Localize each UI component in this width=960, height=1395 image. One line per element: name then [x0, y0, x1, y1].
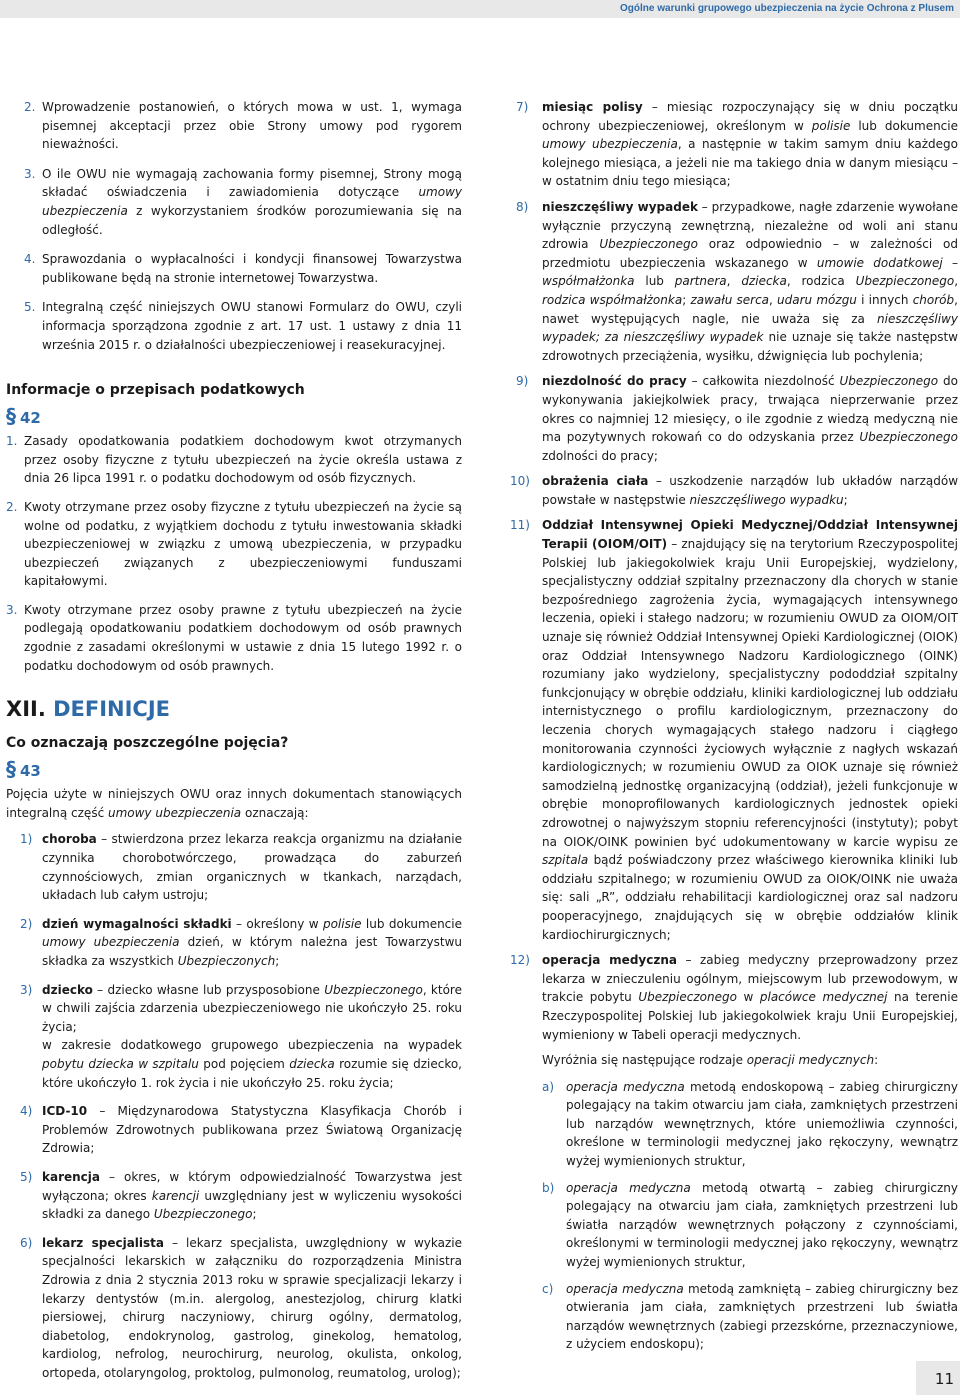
definitions-intro: Pojęcia użyte w niniejszych OWU oraz innych dokumentach stanowiących integralną część umowy ubezpieczenia oznaczają:: [6, 787, 462, 820]
header-title: Ogólne warunki grupowego ubezpieczenia na życie Ochrona z Plusem: [620, 3, 954, 14]
tax-heading: Informacje o przepisach podatkowych: [6, 382, 305, 399]
list-item: 3. Kwoty otrzymane przez osoby prawne z tytułu ubezpieczeń na życie podlegają opodatkowaniu podatkiem dochodowym od osób prawnych zgodnie z zasadami określonymi w ustawie z dnia 15 lutego 1992 r. o podatku dochodowym od osób prawnych.: [6, 602, 462, 673]
page-number: 11: [916, 1361, 960, 1395]
list-item: b) operacja medyczna metodą otwartą – zabieg chirurgiczny polegający na otwarciu jam ciała, zamkniętych przestrzeni lub światła narządów wewnętrznych połączony z czynnościami, określonymi w terminologii medycznej jako rękoczyny, wewnątrz wyżej wymienionych struktur,: [542, 1180, 959, 1270]
right-column: [506, 98, 958, 1362]
definition-item: 4) ICD-10 – Międzynarodowa Statystyczna Klasyfikacja Chorób i Problemów Zdrowotnych publikowana przez Światową Organizację Zdrowia;: [20, 1104, 462, 1156]
list-item: 2. Wprowadzenie postanowień, o których mowa w ust. 1, wymaga pisemnej akceptacji przez obie Strony umowy pod rygorem nieważności.: [24, 100, 462, 152]
chapter-title: XII. DEFINICJE: [6, 697, 171, 722]
section-43: § 43: [6, 757, 41, 782]
surgery-types-intro: Wyróżnia się następujące rodzaje operacji medycznych:: [542, 1053, 879, 1068]
list-item: 3. O ile OWU nie wymagają zachowania formy pisemnej, Strony mogą składać oświadczenia i zawiadomienia dotyczące umowy ubezpieczenia z wykorzystaniem środków porozumiewania się na odległość.: [24, 166, 462, 237]
definition-item: 11) Oddział Intensywnej Opieki Medycznej/Oddział Intensywnej Terapii (OIOM/OIT) – znajdujący się na terytorium Rzeczypospolitej Polskiej lub jakiegokolwiek kraju Unii Europejskiej, wydzielony, specjalistyczny oddział szpitalny przeznaczony dla chorych w stanie bezpośredniego zagrożenia życia, wymagających intensywnego leczenia, opieki i stałego nadzoru; w rozumieniu OWUD za OIOM/OIT uznaje się również Oddział Intensywnej Opieki Kardiologicznej (OIOK) oraz Oddział Intensywnego Nadzoru Kardiologicznego (OINK) rozumiany jako wydzielony, specjalistyczny pododdział szpitalny funkcjonujący w obrębie oddziału, kliniki kardiologicznej lub oddziału internistycznego o profilu kardiologicznym, przeznaczony do leczenia chorych wymagających stałego nadzoru i ciągłego monitorowania czynności życiowych wyłącznie z nagłych wskazań kardiologicznych; w rozumieniu OWUD za OIOK uznaje się również samodzielną jednostkę organizacyjną (oddział), jeżeli funkcjonuje w obrębie monoprofilowanych kardiologicznych jednostek opieki zdrowotnej o najwyższym stopniu referencyjności (instytuty); pobyt na OIOK/OINK powinien być udokumentowany w karcie wypisu ze szpitala bądź poświadczony przez właściwego kierownika kliniki lub oddziału szpitalnego; w rozumieniu OWUD za OIOK/OINK nie uważa się: sali „R”, oddziału rehabilitacji kardiologicznej oraz sal nadzoru pooperacyjnego, znajdujących się w obrębie oddziałów klinik kardiochirurgicznych;: [510, 518, 958, 942]
definition-item: 12) operacja medyczna – zabieg medyczny przeprowadzony przez lekarza w znieczuleniu ogólnym, miejscowym lub przewodowym, w trakcie pobytu Ubezpieczonego w placówce medycznej na terenie Rzeczypospolitej Polskiej lub jakiegokolwiek kraju Unii Europejskiej, wymieniony w Tabeli operacji medycznych.: [510, 953, 958, 1042]
list-item: 2. Kwoty otrzymane przez osoby fizyczne z tytułu ubezpieczeń na życie są wolne od podatku, z wyjątkiem dochodu z tytułu inwestowania składki ubezpieczeniowej w związku z umową ubezpieczenia, w przypadku ubezpieczeń związanych z ubezpieczeniowymi funduszami kapitałowymi.: [6, 499, 462, 589]
list-item: a) operacja medyczna metodą endoskopową – zabieg chirurgiczny polegający na takim otwarciu jam ciała, zamkniętych przestrzeni lub narządów wewnętrznych, które uniemożliwia czynności, określone w terminologii medycznej jako rękoczyny, wewnątrz wyżej wymienionych struktur,: [542, 1079, 959, 1169]
definition-item: 10) obrażenia ciała – uszkodzenie narządów lub układów narządów powstałe w następstwie nieszczęśliwego wypadku;: [510, 474, 959, 507]
definition-item: 8) nieszczęśliwy wypadek – przypadkowe, nagłe zdarzenie wywołane wyłącznie przyczyną zewnętrzną, niezależne od woli ani stanu zdrowia Ubezpieczonego oraz odpowiednio – w zależności od przedmiotu ubezpieczenia wskazanego w umowie dodatkowej – współmałżonka lub partnera, dziecka, rodzica Ubezpieczonego, rodzica współmałżonka; zawału serca, udaru mózgu i innych chorób, nawet występujących nagle, nie uważa się za nieszczęśliwy wypadek; za nieszczęśliwy wypadek nie uznaje się także następstw zdrowotnych przeciążenia, wysiłku, dźwignięcia lub pochylenia;: [516, 199, 959, 363]
definition-item: 6) lekarz specjalista – lekarz specjalista, uwzględniony w wykazie specjalności lekarskich w załączniku do rozporządzenia Ministra Zdrowia z dnia 2 stycznia 2013 roku w sprawie specjalizacji lekarzy i lekarzy dentystów (m.in. alergolog, anestezjolog, chirurg klatki piersiowej, chirurg naczyniowy, chirurg ogólny, dermatolog, diabetolog, endokrynolog, gastrolog, ginekolog, hematolog, kardiolog, nefrolog, neurochirurg, neurolog, okulista, onkolog, ortopeda, otolaryngolog, proktolog, pulmonolog, reumatolog, urolog);: [20, 1235, 462, 1380]
definition-item: 3) dziecko – dziecko własne lub przysposobione Ubezpieczonego, które w chwili zajścia zdarzenia ubezpieczeniowego nie ukończyło 25. roku życia; w zakresie dodatkowego grupowego ubezpieczenia na wypadek pobytu dziecka w szpitalu pod pojęciem dziecka rozumie się dziecko, które ukończyło 1. rok życia i nie ukończyło 25. roku życia;: [20, 982, 462, 1090]
list-item: 4. Sprawozdania o wypłacalności i kondycji finansowej Towarzystwa publikowane będą na stronie internetowej Towarzystwa.: [24, 252, 462, 285]
definition-item: 7) miesiąc polisy – miesiąc rozpoczynający się w dniu początku ochrony ubezpieczeniowej, określonym w polisie lub dokumencie umowy ubezpieczenia, a następnie w takim samym dniu każdego kolejnego miesiąca, a jeżeli nie ma takiego dnia w danym miesiącu – w ostatnim dniu tego miesiąca;: [516, 100, 958, 189]
list-item: 5. Integralną część niniejszych OWU stanowi Formularz do OWU, czyli informacja sporządzona zgodnie z art. 17 ust. 1 ustawy z dnia 11 września 2015 r. o działalności ubezpieczeniowej i reasekuracyjnej.: [24, 300, 462, 352]
list-item: 1. Zasady opodatkowania podatkiem dochodowym kwot otrzymanych przez osoby fizyczne z tytułu ubezpieczeń na życie określa ustawa z dnia 26 lipca 1991 r. o podatku dochodowym od osób fizycznych.: [6, 434, 462, 486]
definition-item: 1) choroba – stwierdzona przez lekarza reakcja organizmu na działanie czynnika chorobotwórczego, prowadząca do zaburzeń czynnościowych, zmian organicznych w tkankach, narządach, układach lub całym ustroju;: [20, 832, 462, 903]
list-item: c) operacja medyczna metodą zamkniętą – zabieg chirurgiczny bez otwierania jam ciała, zamkniętych przestrzeni lub światła narządów wewnętrznych (zabiegi przezskórne, przeznaczyniowe, z użyciem endoskopu);: [542, 1281, 959, 1352]
left-column: [6, 98, 462, 1392]
definition-item: 2) dzień wymagalności składki – określony w polisie lub dokumencie umowy ubezpieczenia dzień, w którym należna jest Towarzystwu składka za wszystkich Ubezpieczonych;: [20, 916, 462, 968]
definitions-heading: Co oznaczają poszczególne pojęcia?: [6, 735, 289, 752]
page-header: [0, 0, 960, 18]
section-42: § 42: [6, 404, 41, 429]
definition-item: 9) niezdolność do pracy – całkowita niezdolność Ubezpieczonego do wykonywania jakiejkolwiek pracy, trwająca nieprzerwanie przez okres co najmniej 12 miesięcy, o ile zgodnie z wiedzą medyczną nie ma pozytywnych rokowań co do odzyskania przez Ubezpieczonego zdolności do pracy;: [516, 374, 958, 463]
definition-item: 5) karencja – okres, w którym odpowiedzialność Towarzystwa jest wyłączona; okres karencji uwzględniany jest w wyliczeniu wysokości składki za danego Ubezpieczonego;: [20, 1169, 462, 1222]
